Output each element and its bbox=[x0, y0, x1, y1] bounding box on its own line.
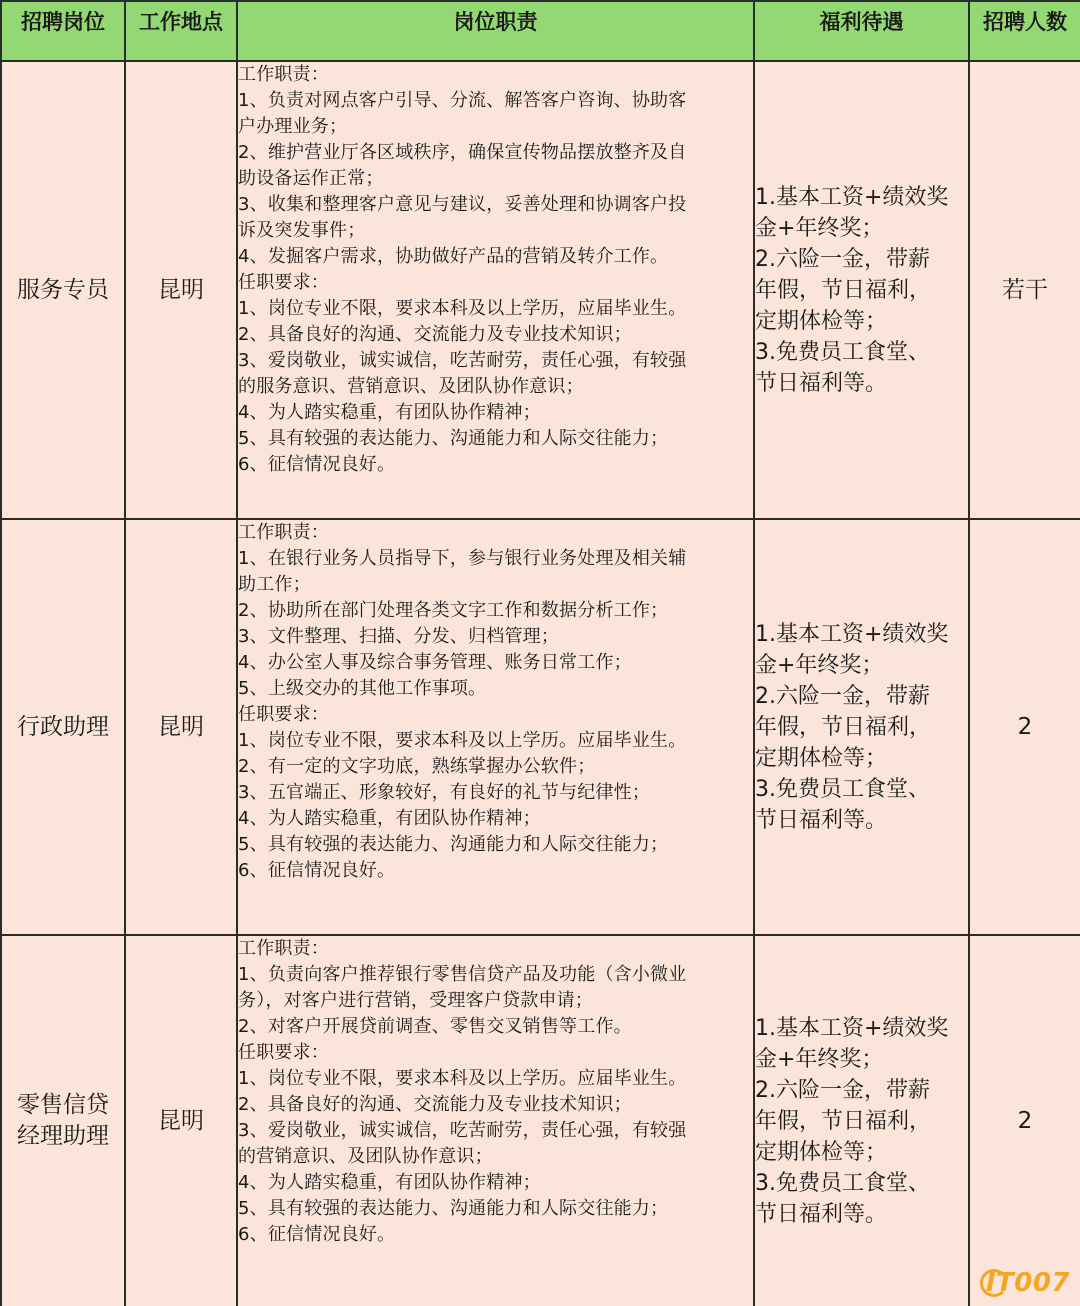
position-cell bbox=[1, 519, 125, 935]
benefits-line: 年假，节日福利， bbox=[755, 277, 932, 303]
duties-line: 5、具有较强的表达能力、沟通能力和人际交往能力； bbox=[238, 428, 669, 449]
benefits-line: 1.基本工资+绩效奖 bbox=[755, 184, 949, 210]
benefits-line: 节日福利等。 bbox=[755, 807, 888, 833]
duties-line: 2、有一定的文字功底，熟练掌握办公软件； bbox=[238, 756, 596, 777]
duties-line: 6、征信情况良好。 bbox=[238, 454, 396, 475]
count-cell: 2 bbox=[969, 519, 1080, 935]
watermark-text: IT007 bbox=[985, 1268, 1070, 1298]
location-cell: 昆明 bbox=[125, 935, 237, 1306]
header-location: 工作地点 bbox=[125, 1, 237, 61]
duties-line: 4、为人踏实稳重，有团队协作精神； bbox=[238, 1172, 541, 1193]
duties-line: 2、具备良好的沟通、交流能力及专业技术知识； bbox=[238, 324, 632, 345]
duties-line: 任职要求： bbox=[238, 704, 329, 725]
duties-line: 6、征信情况良好。 bbox=[238, 1224, 396, 1245]
duties-line: 4、发掘客户需求，协助做好产品的营销及转介工作。 bbox=[238, 246, 669, 267]
position-line: 经理助理 bbox=[17, 1123, 109, 1149]
table-row bbox=[1, 935, 1080, 1306]
duties-line: 助设备运作正常； bbox=[238, 168, 384, 189]
benefits-line: 节日福利等。 bbox=[755, 370, 888, 396]
duties-line: 任职要求： bbox=[238, 1042, 329, 1063]
duties-line: 4、办公室人事及综合事务管理、账务日常工作； bbox=[238, 652, 632, 673]
duties-line: 的服务意识、营销意识、及团队协作意识； bbox=[238, 376, 584, 397]
benefits-line: 年假，节日福利， bbox=[755, 1108, 932, 1134]
duties-line: 务），对客户进行营销，受理客户贷款申请； bbox=[238, 990, 593, 1011]
benefits-cell bbox=[754, 61, 969, 519]
duties-line: 3、文件整理、扫描、分发、归档管理； bbox=[238, 626, 560, 647]
duties-line: 2、维护营业厅各区域秩序，确保宣传物品摆放整齐及自 bbox=[238, 142, 687, 163]
benefits-line: 1.基本工资+绩效奖 bbox=[755, 621, 949, 647]
duties-line: 任职要求： bbox=[238, 272, 329, 293]
benefits-line: 金+年终奖； bbox=[755, 215, 884, 241]
watermark-logo bbox=[980, 1268, 1070, 1298]
count-cell: 若干 bbox=[969, 61, 1080, 519]
header-benefits: 福利待遇 bbox=[754, 1, 969, 61]
duties-cell bbox=[237, 61, 754, 519]
benefits-cell bbox=[754, 519, 969, 935]
benefits-line: 2.六险一金，带薪 bbox=[755, 1077, 930, 1103]
duties-line: 1、岗位专业不限，要求本科及以上学历。应届毕业生。 bbox=[238, 1068, 687, 1089]
duties-line: 工作职责： bbox=[238, 522, 329, 543]
benefits-line: 1.基本工资+绩效奖 bbox=[755, 1015, 949, 1041]
duties-cell bbox=[237, 935, 754, 1306]
duties-line: 1、负责向客户推荐银行零售信贷产品及功能（含小微业 bbox=[238, 964, 687, 985]
duties-line: 的营销意识、及团队协作意识； bbox=[238, 1146, 493, 1167]
benefits-line: 年假，节日福利， bbox=[755, 714, 932, 740]
duties-line: 诉及突发事件； bbox=[238, 220, 366, 241]
table-row bbox=[1, 519, 1080, 935]
duties-line: 1、岗位专业不限，要求本科及以上学历，应届毕业生。 bbox=[238, 298, 687, 319]
benefits-line: 2.六险一金，带薪 bbox=[755, 683, 930, 709]
position-line: 零售信贷 bbox=[17, 1092, 109, 1118]
table-row bbox=[1, 61, 1080, 519]
duties-line: 3、爱岗敬业，诚实诚信，吃苦耐劳，责任心强，有较强 bbox=[238, 350, 687, 371]
benefits-cell bbox=[754, 935, 969, 1306]
duties-line: 5、具有较强的表达能力、沟通能力和人际交往能力； bbox=[238, 1198, 669, 1219]
position-line: 服务专员 bbox=[17, 276, 109, 303]
benefits-line: 定期体检等； bbox=[755, 1139, 888, 1165]
benefits-line: 3.免费员工食堂、 bbox=[755, 776, 930, 802]
duties-line: 3、五官端正、形象较好，有良好的礼节与纪律性； bbox=[238, 782, 651, 803]
duties-line: 3、爱岗敬业，诚实诚信，吃苦耐劳，责任心强，有较强 bbox=[238, 1120, 687, 1141]
table-header-row bbox=[1, 1, 1080, 61]
header-position: 招聘岗位 bbox=[1, 1, 125, 61]
position-line: 行政助理 bbox=[17, 713, 109, 740]
duties-cell bbox=[237, 519, 754, 935]
location-cell: 昆明 bbox=[125, 61, 237, 519]
position-cell bbox=[1, 935, 125, 1306]
duties-line: 户办理业务； bbox=[238, 116, 348, 137]
location-cell: 昆明 bbox=[125, 519, 237, 935]
duties-line: 1、岗位专业不限，要求本科及以上学历。应届毕业生。 bbox=[238, 730, 687, 751]
duties-line: 2、对客户开展贷前调查、零售交叉销售等工作。 bbox=[238, 1016, 632, 1037]
benefits-line: 金+年终奖； bbox=[755, 1046, 884, 1072]
duties-line: 4、为人踏实稳重，有团队协作精神； bbox=[238, 808, 541, 829]
benefits-line: 2.六险一金，带薪 bbox=[755, 246, 930, 272]
benefits-line: 金+年终奖； bbox=[755, 652, 884, 678]
benefits-line: 定期体检等； bbox=[755, 745, 888, 771]
duties-line: 1、负责对网点客户引导、分流、解答客户咨询、协助客 bbox=[238, 90, 687, 111]
header-count: 招聘人数 bbox=[969, 1, 1080, 61]
duties-line: 2、协助所在部门处理各类文字工作和数据分析工作； bbox=[238, 600, 669, 621]
duties-line: 5、具有较强的表达能力、沟通能力和人际交往能力； bbox=[238, 834, 669, 855]
benefits-line: 3.免费员工食堂、 bbox=[755, 1170, 930, 1196]
duties-line: 6、征信情况良好。 bbox=[238, 860, 396, 881]
benefits-line: 节日福利等。 bbox=[755, 1201, 888, 1227]
duties-line: 工作职责： bbox=[238, 64, 329, 85]
benefits-line: 3.免费员工食堂、 bbox=[755, 339, 930, 365]
position-cell bbox=[1, 61, 125, 519]
duties-line: 1、在银行业务人员指导下，参与银行业务处理及相关辅 bbox=[238, 548, 687, 569]
benefits-line: 定期体检等； bbox=[755, 308, 888, 334]
duties-line: 2、具备良好的沟通、交流能力及专业技术知识； bbox=[238, 1094, 632, 1115]
duties-line: 5、上级交办的其他工作事项。 bbox=[238, 678, 487, 699]
duties-line: 助工作； bbox=[238, 574, 311, 595]
duties-line: 4、为人踏实稳重，有团队协作精神； bbox=[238, 402, 541, 423]
duties-line: 3、收集和整理客户意见与建议，妥善处理和协调客户投 bbox=[238, 194, 687, 215]
header-duties: 岗位职责 bbox=[237, 1, 754, 61]
count-cell: 2 bbox=[969, 935, 1080, 1306]
duties-line: 工作职责： bbox=[238, 938, 329, 959]
